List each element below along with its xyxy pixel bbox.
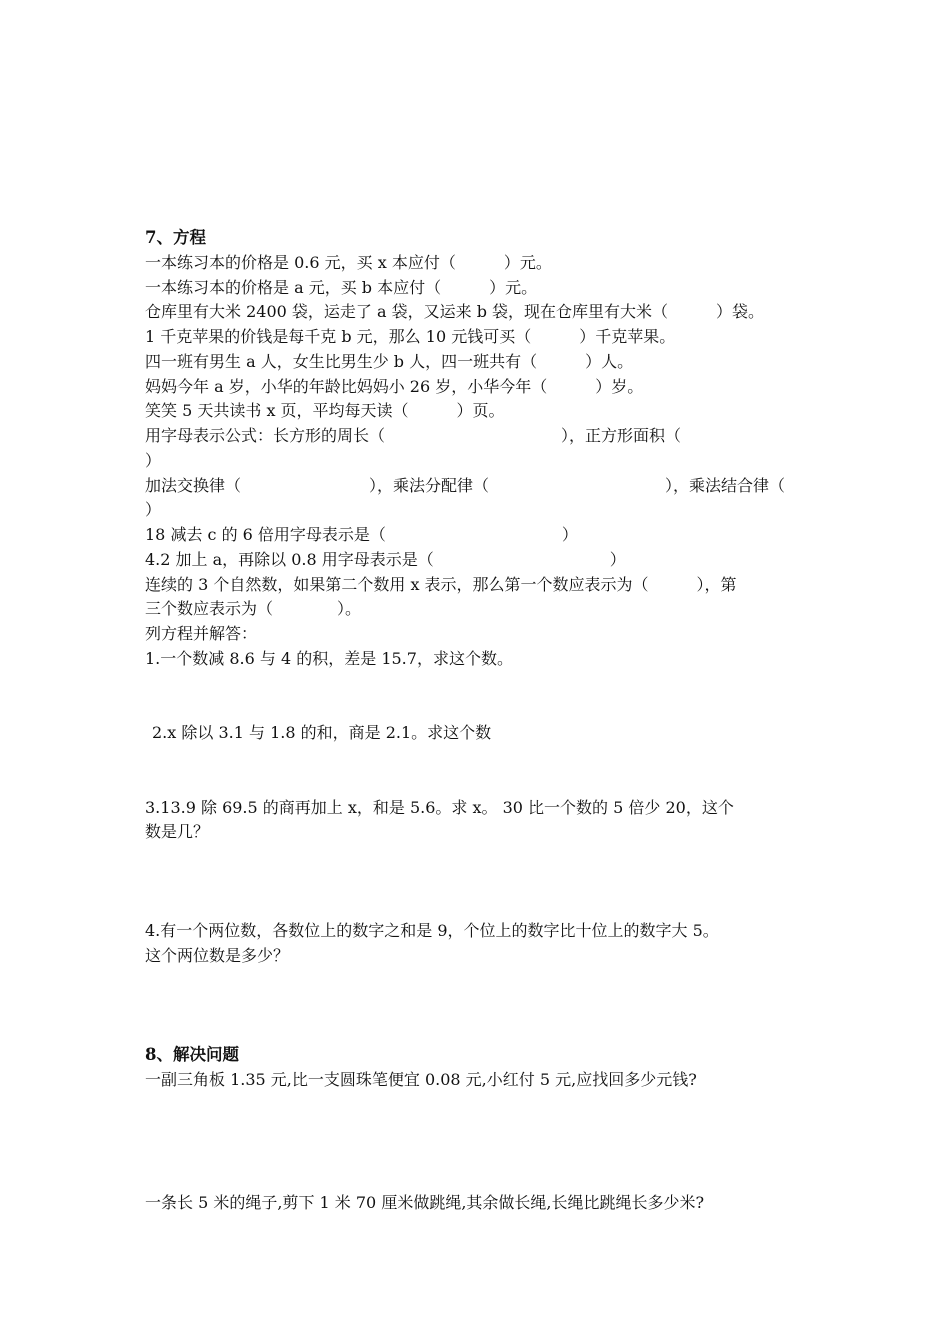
fill-blank-line: 4.2 加上 a，再除以 0.8 用字母表示是（ ） (145, 550, 626, 569)
fill-blank-line: 仓库里有大米 2400 袋，运走了 a 袋，又运来 b 袋，现在仓库里有大米（ ）袋。 (145, 302, 765, 321)
fill-blank-line: 18 减去 c 的 6 倍用字母表示是（ ） (145, 525, 578, 544)
fill-blank-line: 一本练习本的价格是 0.6 元，买 x 本应付（ ）元。 (145, 253, 552, 272)
fill-blank-line: 一本练习本的价格是 a 元，买 b 本应付（ ）元。 (145, 278, 538, 297)
fill-blank-line: ） (145, 451, 162, 470)
problem-3-line-1: 3.13.9 除 69.5 的商再加上 x，和是 5.6。求 x。 30 比一个数的 5 倍少 20，这个 (145, 798, 734, 817)
fill-blank-line: 笑笑 5 天共读书 x 页，平均每天读（ ）页。 (145, 401, 505, 420)
fill-blank-line: 加法交换律（ ），乘法分配律（ ），乘法结合律（ (145, 476, 786, 495)
word-problem-1: 一副三角板 1.35 元,比一支圆珠笔便宜 0.08 元,小红付 5 元,应找回多少元钱? (145, 1070, 697, 1089)
problem-4-line-1: 4.有一个两位数，各数位上的数字之和是 9，个位上的数字比十位上的数字大 5。 (145, 921, 719, 940)
section-8-heading: 8、解决问题 (145, 1045, 239, 1064)
fill-blank-line: 三个数应表示为（ ）。 (145, 599, 362, 618)
fill-blank-line: 妈妈今年 a 岁，小华的年龄比妈妈小 26 岁，小华今年（ ）岁。 (145, 377, 644, 396)
word-problem-2: 一条长 5 米的绳子,剪下 1 米 70 厘米做跳绳,其余做长绳,长绳比跳绳长多少米? (145, 1193, 705, 1212)
problem-4-line-2: 这个两位数是多少？ (145, 946, 290, 965)
section-7-heading: 7、方程 (145, 228, 206, 247)
fill-blank-line: 用字母表示公式：长方形的周长（ ），正方形面积（ (145, 426, 682, 445)
problem-1: 1.一个数减 8.6 与 4 的积，差是 15.7，求这个数。 (145, 649, 513, 668)
fill-blank-line: ） (145, 500, 162, 519)
instruction-line: 列方程并解答： (145, 624, 258, 643)
fill-blank-line: 1 千克苹果的价钱是每千克 b 元，那么 10 元钱可买（ ）千克苹果。 (145, 327, 676, 346)
fill-blank-line: 连续的 3 个自然数，如果第二个数用 x 表示，那么第一个数应表示为（ ），第 (145, 575, 737, 594)
problem-3-line-2: 数是几？ (145, 822, 210, 841)
problem-2: 2.x 除以 3.1 与 1.8 的和，商是 2.1。求这个数 (152, 723, 492, 742)
fill-blank-line: 四一班有男生 a 人，女生比男生少 b 人，四一班共有（ ）人。 (145, 352, 634, 371)
